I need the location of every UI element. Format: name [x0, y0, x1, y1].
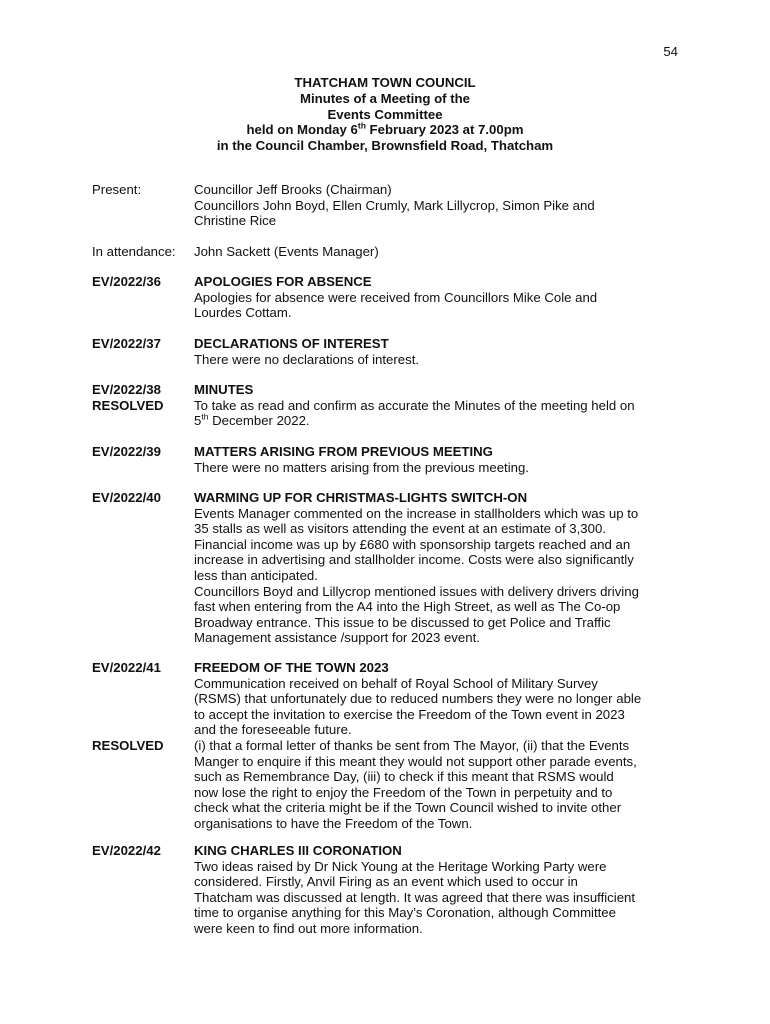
item-text: Events Manager commented on the increase in stallholders which was up to: [194, 505, 639, 521]
resolved-label: RESOLVED: [92, 738, 164, 753]
meeting-location: in the Council Chamber, Brownsfield Road, Thatcham: [216, 138, 554, 154]
resolution-text: such as Remembrance Day, (iii) to check if this meant that RSMS would: [194, 769, 614, 785]
item-title: MATTERS ARISING FROM PREVIOUS MEETING: [194, 444, 493, 459]
item-text: Councillors Boyd and Lillycrop mentioned issues with delivery drivers driving: [194, 583, 639, 599]
document-header: [0, 75, 770, 154]
minutes-title: Minutes of a Meeting of the: [300, 90, 470, 106]
item-title: FREEDOM OF THE TOWN 2023: [194, 660, 389, 675]
council-name: THATCHAM TOWN COUNCIL: [294, 75, 476, 90]
item-title: WARMING UP FOR CHRISTMAS-LIGHTS SWITCH-ON: [194, 490, 528, 505]
item-title: DECLARATIONS OF INTEREST: [194, 336, 389, 351]
item-code: EV/2022/41: [92, 660, 161, 675]
item-text: Lourdes Cottam.: [194, 305, 292, 321]
item-text: considered. Firstly, Anvil Firing as an event which used to occur in: [194, 874, 578, 890]
item-code: EV/2022/38: [92, 382, 161, 397]
committee-name: Events Committee: [327, 106, 443, 122]
item-code: EV/2022/36: [92, 274, 161, 289]
item-title: MINUTES: [194, 382, 254, 397]
item-text: time to organise anything for this May’s Coronation, although Committee: [194, 905, 616, 921]
item-code: EV/2022/37: [92, 336, 161, 351]
resolution-text: Manger to enquire if this meant they would not support other parade events,: [194, 753, 637, 769]
item-text: To take as read and confirm as accurate the Minutes of the meeting held on: [194, 397, 635, 413]
item-text: Thatcham was discussed at length. It was agreed that there was insufficient: [194, 889, 636, 905]
item-text: 5th December 2022.: [194, 411, 310, 429]
item-text: Financial income was up by £680 with sponsorship targets reached and an: [194, 536, 631, 552]
item-text: increase in advertising and stallholder income. Costs were also significantly: [194, 552, 634, 568]
resolution-text: now lose the right to enjoy the Freedom of the Town in perpetuity and to: [194, 784, 613, 800]
item-text: Two ideas raised by Dr Nick Young at the Heritage Working Party were: [194, 858, 607, 874]
item-text: There were no matters arising from the previous meeting.: [194, 459, 529, 475]
resolution-text: organisations to have the Freedom of the Town.: [194, 815, 473, 831]
item-text: Communication received on behalf of Royal School of Military Survey: [194, 675, 598, 691]
present-list: Councillor Jeff Brooks (Chairman) Councillors John Boyd, Ellen Crumly, Mark Lillycrop, Simon Pike and Christine Rice: [194, 182, 595, 229]
item-text: to accept the invitation to exercise the Freedom of the Town event in 2023: [194, 706, 625, 722]
item-text: (RSMS) that unfortunately due to reduced numbers they were no longer able: [194, 691, 642, 707]
item-text: 35 stalls as well as visitors attending the event at an estimate of 3,300.: [194, 521, 606, 537]
item-code: EV/2022/40: [92, 490, 161, 505]
resolution-text: (i) that a formal letter of thanks be sent from The Mayor, (ii) that the Events: [194, 737, 630, 753]
item-text: less than anticipated.: [194, 567, 318, 583]
item-text: There were no declarations of interest.: [194, 351, 420, 367]
item-title: APOLOGIES FOR ABSENCE: [194, 274, 372, 289]
item-text: Management assistance /support for 2023 event.: [194, 630, 480, 646]
item-text: Broadway entrance. This issue to be discussed to get Police and Traffic: [194, 614, 611, 630]
resolution-text: check what the criteria might be if the Town Council wished to invite other: [194, 800, 622, 816]
meeting-date: held on Monday 6th February 2023 at 7.00pm: [246, 121, 524, 138]
attendance-text: John Sackett (Events Manager): [194, 244, 379, 259]
attendance-label: In attendance:: [92, 244, 176, 259]
item-text: were keen to find out more information.: [194, 920, 423, 936]
item-title: KING CHARLES III CORONATION: [194, 843, 402, 858]
present-label: Present:: [92, 182, 142, 197]
item-text: and the foreseeable future.: [194, 722, 352, 738]
item-text: Apologies for absence were received from Councillors Mike Cole and: [194, 289, 598, 305]
item-code: EV/2022/39: [92, 444, 161, 459]
resolved-label: RESOLVED: [92, 397, 164, 413]
page-number: 54: [663, 44, 678, 59]
item-code: EV/2022/42: [92, 843, 161, 858]
item-text: fast when entering from the A4 into the High Street, as well as The Co-op: [194, 599, 621, 615]
